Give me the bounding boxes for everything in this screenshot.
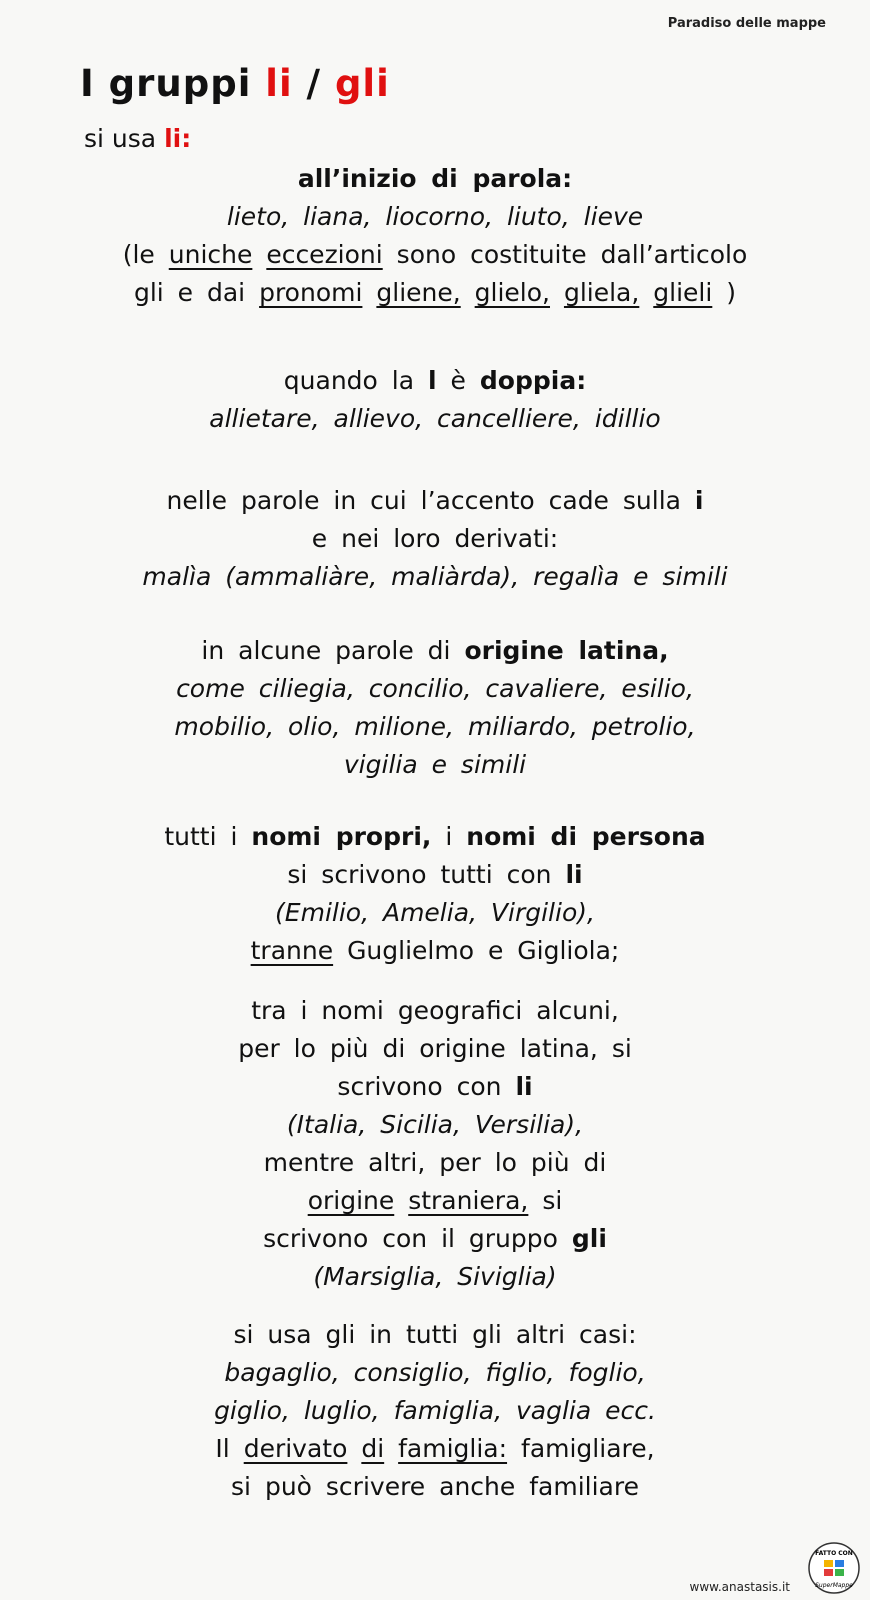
text: scrivono con [337, 1072, 502, 1101]
pronouns-line [0, 274, 870, 312]
subtitle-text: si usa [84, 124, 157, 153]
underlined-text: eccezioni [266, 240, 383, 269]
section-heading [0, 482, 870, 520]
examples: bagaglio, consiglio, figlio, foglio, [224, 1358, 646, 1387]
bold-text: li [565, 860, 583, 889]
underlined-text: origine [307, 1186, 395, 1215]
text-line: per lo più di origine latina, si [238, 1034, 632, 1063]
text: (le [122, 240, 155, 269]
text: nelle parole in cui l’accento cade sulla [166, 486, 681, 515]
text-line [0, 1430, 870, 1468]
examples: come ciliegia, concilio, cavaliere, esilio, [176, 674, 694, 703]
bold-text: i [694, 486, 704, 515]
examples: (Italia, Sicilia, Versilia), [286, 1110, 584, 1139]
exceptions-line [0, 236, 870, 274]
badge-top-text: FATTO CON [815, 1550, 853, 1557]
footer-site: www.anastasis.it [689, 1580, 790, 1594]
examples: giglio, luglio, famiglia, vaglia ecc. [214, 1396, 656, 1425]
section-proper-names [0, 818, 870, 970]
page-title [80, 62, 390, 105]
underlined-text: glieli [653, 278, 713, 307]
section-geographic-names [0, 992, 870, 1296]
title-separator: / [306, 62, 322, 105]
text: si scrivono tutti con [287, 860, 552, 889]
underlined-text: famiglia: [398, 1434, 508, 1463]
section-latin-origin [0, 632, 870, 784]
text: è [450, 366, 466, 395]
section-double-l [0, 362, 870, 438]
section-heading [0, 818, 870, 856]
text-line [0, 1220, 870, 1258]
section-heading [0, 362, 870, 400]
subtitle-li: li: [164, 124, 192, 153]
bold-text: nomi propri, [251, 822, 432, 851]
section-heading [0, 632, 870, 670]
examples: lieto, liana, liocorno, liuto, lieve [226, 202, 644, 231]
text-line: e nei loro derivati: [311, 524, 559, 553]
underlined-text: pronomi [259, 278, 363, 307]
text: in alcune parole di [201, 636, 451, 665]
underlined-text: uniche [168, 240, 253, 269]
bold-text: origine latina, [464, 636, 669, 665]
examples: malìa (ammaliàre, maliàrda), regalìa e simili [142, 562, 728, 591]
text: famigliare, [521, 1434, 655, 1463]
bold-text: l [428, 366, 437, 395]
underlined-text: gliene, [376, 278, 461, 307]
underlined-text: gliela, [563, 278, 640, 307]
text-line [0, 1068, 870, 1106]
underlined-text: derivato [243, 1434, 348, 1463]
text: sono costituite dall’articolo [396, 240, 748, 269]
bold-text: doppia: [479, 366, 587, 395]
underlined-text: di [361, 1434, 385, 1463]
text-line: si usa gli in tutti gli altri casi: [233, 1320, 637, 1349]
title-prefix: I gruppi [80, 62, 252, 105]
section-heading: all’inizio di parola: [297, 164, 573, 193]
text-line: mentre altri, per lo più di [263, 1148, 607, 1177]
text-line [0, 932, 870, 970]
underlined-text: glielo, [474, 278, 550, 307]
text-line [0, 1182, 870, 1220]
text: i [445, 822, 453, 851]
text: scrivono con il gruppo [263, 1224, 558, 1253]
supermappe-badge-icon [806, 1540, 862, 1596]
examples: vigilia e simili [343, 750, 527, 779]
text-line: si può scrivere anche familiare [231, 1472, 639, 1501]
underlined-text: tranne [250, 936, 334, 965]
text: ) [726, 278, 737, 307]
title-gli: gli [334, 62, 390, 105]
bold-text: li [515, 1072, 533, 1101]
section-word-start [0, 160, 870, 312]
bold-text: nomi di persona [466, 822, 706, 851]
section-accent-i [0, 482, 870, 596]
title-li: li [265, 62, 293, 105]
text-line [0, 856, 870, 894]
bold-text: gli [571, 1224, 607, 1253]
examples: (Emilio, Amelia, Virgilio), [275, 898, 595, 927]
text: Il [215, 1434, 230, 1463]
underlined-text: straniera, [408, 1186, 529, 1215]
site-header: Paradiso delle mappe [667, 16, 826, 31]
text: tutti i [164, 822, 238, 851]
text: gli e dai [133, 278, 246, 307]
examples: allietare, allievo, cancelliere, idillio [209, 404, 661, 433]
examples: (Marsiglia, Siviglia) [313, 1262, 557, 1291]
text: quando la [283, 366, 415, 395]
section-gli-cases [0, 1316, 870, 1506]
text: Guglielmo e Gigliola; [347, 936, 620, 965]
text: si [542, 1186, 563, 1215]
subtitle [84, 124, 191, 153]
examples: mobilio, olio, milione, miliardo, petrolio, [174, 712, 696, 741]
text-line: tra i nomi geografici alcuni, [251, 996, 619, 1025]
badge-bottom-text: SuperMappe [815, 1582, 853, 1589]
